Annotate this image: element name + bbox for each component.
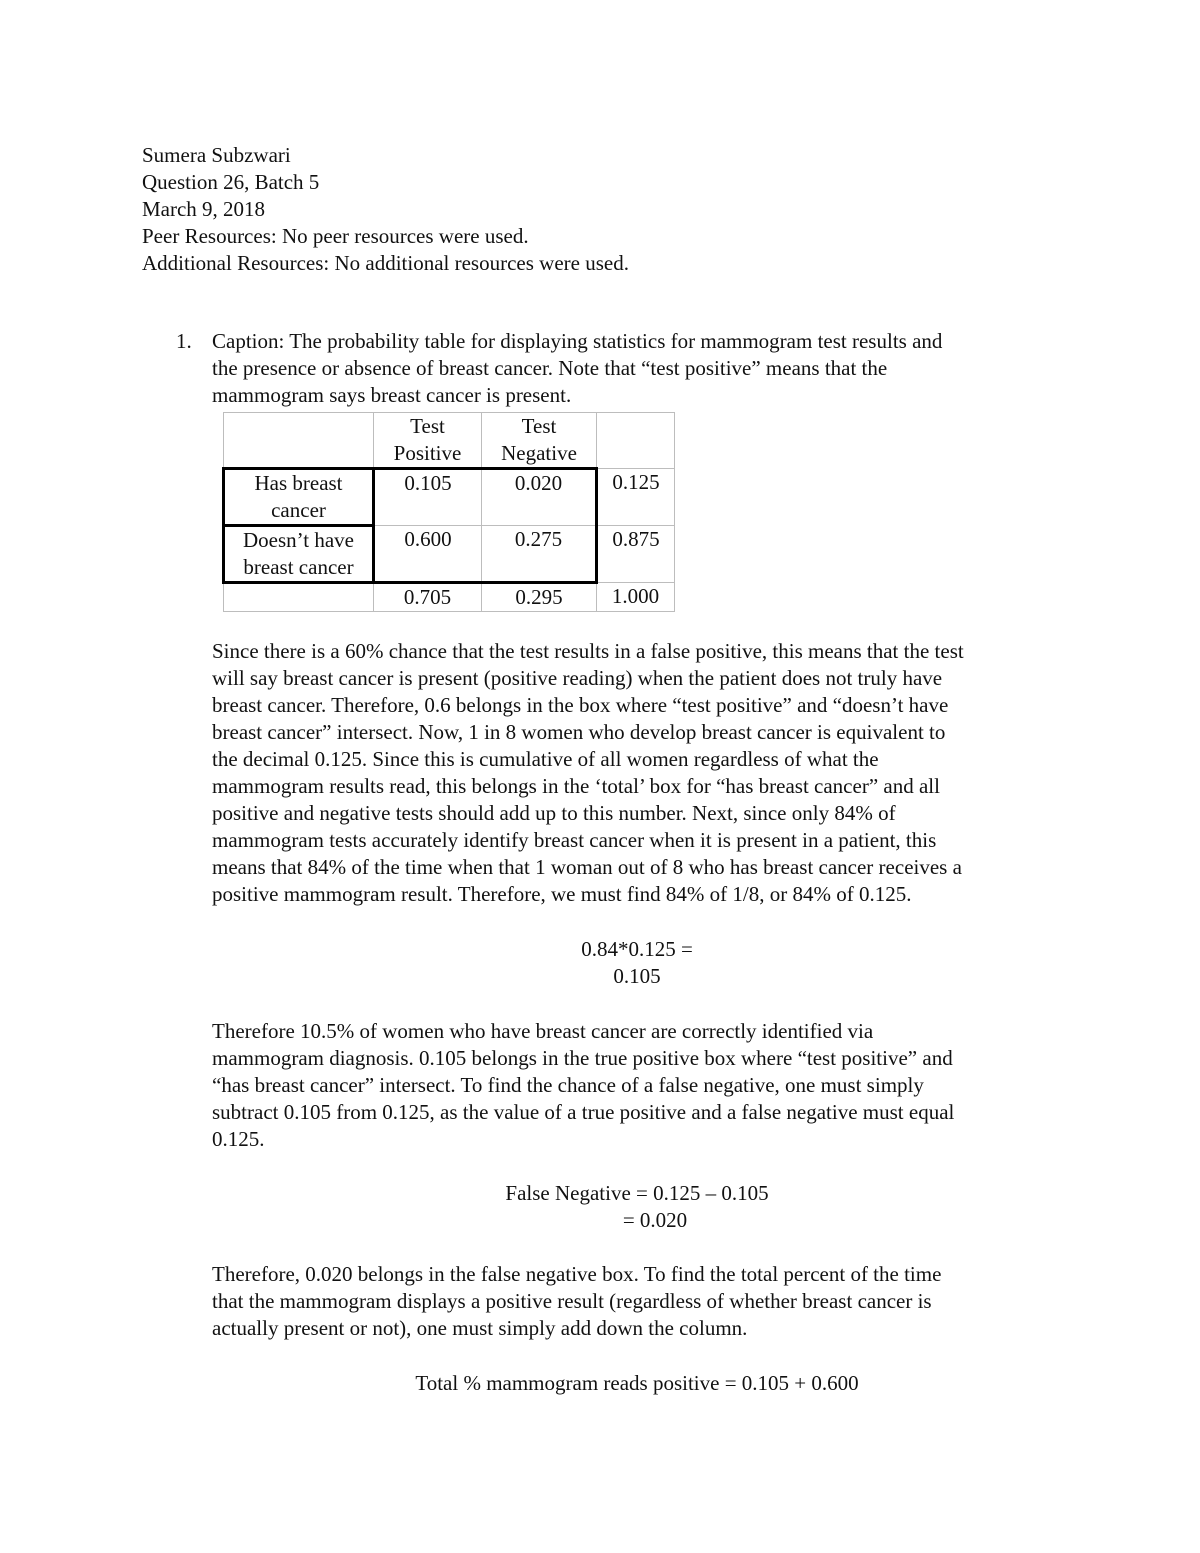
text-line: the decimal 0.125. Since this is cumulative of all women regardless of what the: [212, 747, 879, 771]
text-line: means that 84% of the time when that 1 woman out of 8 who has breast cancer receives a: [212, 855, 962, 879]
equation-2: [212, 1180, 1062, 1234]
text-line: that the mammogram displays a positive result (regardless of whether breast cancer is: [212, 1289, 932, 1313]
table-header-total: [597, 413, 675, 469]
text-line: mammogram tests accurately identify breast cancer when it is present in a patient, this: [212, 828, 937, 852]
text-line: breast cancer. Therefore, 0.6 belongs in the box where “test positive” and “doesn’t have: [212, 693, 949, 717]
caption-line: the presence or absence of breast cancer. Note that “test positive” means that the: [212, 356, 888, 380]
table-header-test-positive: Test Positive: [374, 413, 482, 469]
table-cell-empty: [224, 583, 374, 612]
question-label: Question 26, Batch 5: [142, 170, 320, 194]
equation-line: = 0.020: [622, 1208, 688, 1232]
caption: [212, 328, 1062, 409]
document-date: March 9, 2018: [142, 197, 266, 221]
text-line: Therefore, 0.020 belongs in the false negative box. To find the total percent of the time: [212, 1262, 942, 1286]
text-line: subtract 0.105 from 0.125, as the value of a true positive and a false negative must equal: [212, 1100, 955, 1124]
text-line: positive mammogram result. Therefore, we must find 84% of 1/8, or 84% of 0.125.: [212, 882, 912, 906]
text-line: will say breast cancer is present (positive reading) when the patient does not truly have: [212, 666, 943, 690]
caption-line: mammogram says breast cancer is present.: [212, 383, 572, 407]
text-line: breast cancer” intersect. Now, 1 in 8 women who develop breast cancer is equivalent to: [212, 720, 946, 744]
row-label-no-cancer: Doesn’t have breast cancer: [224, 526, 374, 583]
paragraph-2: [212, 1018, 1072, 1153]
equation-line: False Negative = 0.125 – 0.105: [505, 1181, 769, 1205]
table-header-test-negative: Test Negative: [482, 413, 597, 469]
peer-resources: Peer Resources: No peer resources were used.: [142, 224, 529, 248]
equation-line: 0.84*0.125 =: [581, 937, 693, 961]
text-line: 0.125.: [212, 1127, 265, 1151]
text-line: positive and negative tests should add up to this number. Next, since only 84% of: [212, 801, 896, 825]
equation-3: [212, 1370, 1062, 1397]
equation-line: Total % mammogram reads positive = 0.105 + 0.600: [415, 1371, 859, 1395]
caption-line: Caption: The probability table for displaying statistics for mammogram test results and: [212, 329, 943, 353]
table-row: [224, 469, 675, 526]
additional-resources: Additional Resources: No additional resources were used.: [142, 251, 629, 275]
text-line: actually present or not), one must simply add down the column.: [212, 1316, 748, 1340]
list-item-number: 1.: [176, 329, 192, 353]
table-row: [224, 526, 675, 583]
table-cell-total: 0.125: [597, 469, 675, 526]
equation-line: 0.105: [613, 964, 661, 988]
document-header: [142, 142, 629, 277]
table-header-row: [224, 413, 675, 469]
paragraph-1: [212, 638, 1072, 908]
text-line: mammogram diagnosis. 0.105 belongs in the true positive box where “test positive” and: [212, 1046, 953, 1070]
table-cell: 0.600: [374, 526, 482, 583]
table-cell-corner: [224, 413, 374, 469]
table-cell-total: 0.295: [482, 583, 597, 612]
table-cell-total: 0.705: [374, 583, 482, 612]
table-cell: 0.020: [482, 469, 597, 526]
paragraph-3: [212, 1261, 1072, 1342]
author-name: Sumera Subzwari: [142, 143, 291, 167]
row-label-has-cancer: Has breast cancer: [224, 469, 374, 526]
table-cell-grand-total: 1.000: [597, 583, 675, 612]
text-line: “has breast cancer” intersect. To find the chance of a false negative, one must simply: [212, 1073, 924, 1097]
table-cell: 0.275: [482, 526, 597, 583]
table-cell-total: 0.875: [597, 526, 675, 583]
probability-table: [222, 412, 675, 612]
text-line: Therefore 10.5% of women who have breast cancer are correctly identified via: [212, 1019, 874, 1043]
table-cell: 0.105: [374, 469, 482, 526]
table-totals-row: [224, 583, 675, 612]
equation-1: [212, 936, 1062, 990]
text-line: mammogram results read, this belongs in the ‘total’ box for “has breast cancer” and all: [212, 774, 940, 798]
text-line: Since there is a 60% chance that the test results in a false positive, this means that the test: [212, 639, 964, 663]
